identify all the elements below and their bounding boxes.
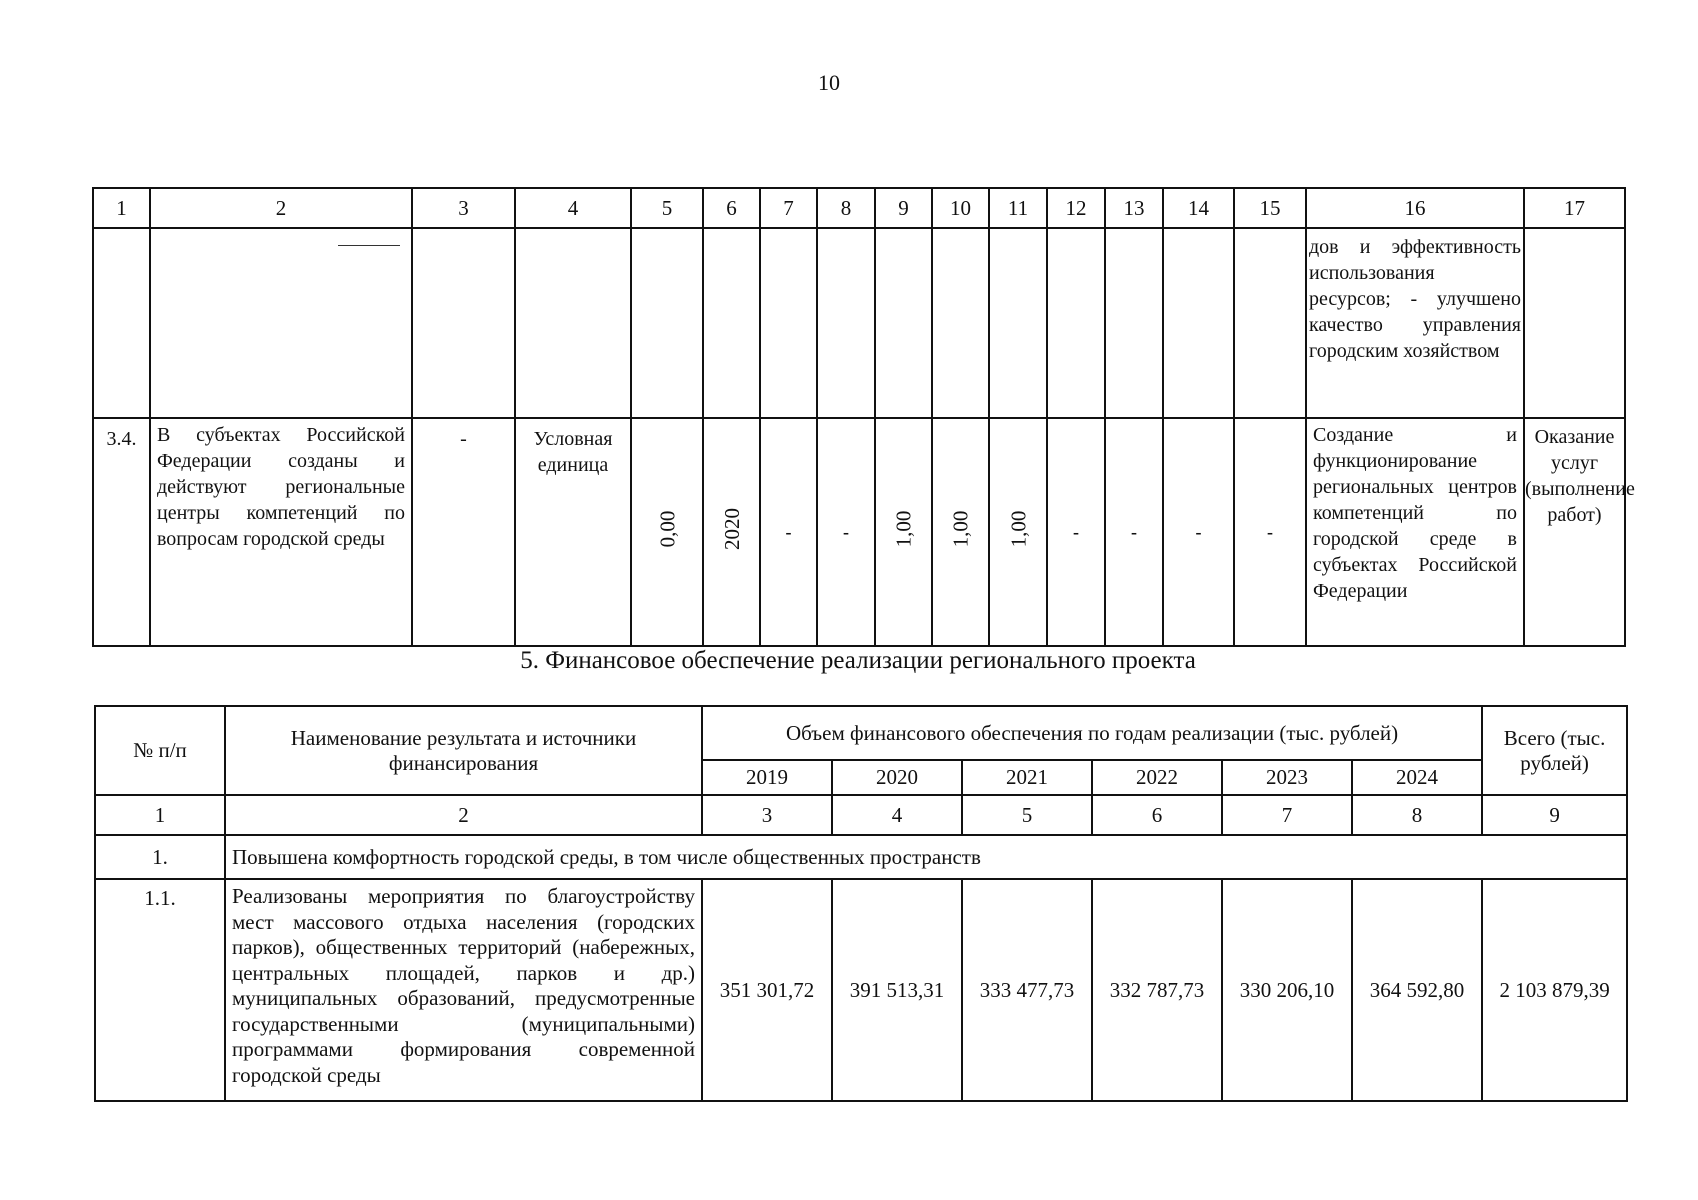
finance-table <box>94 705 1628 1102</box>
index-cell: 5 <box>962 795 1092 835</box>
index-cell: 9 <box>1482 795 1627 835</box>
finance-row-1-1 <box>95 879 1627 1101</box>
finance-header-row <box>95 706 1627 760</box>
cell-col8: - <box>817 418 875 646</box>
page-number: 10 <box>818 70 840 95</box>
value-col11: 1,00 <box>1006 510 1030 547</box>
row-number: 3.4. <box>93 418 150 646</box>
index-cell: 4 <box>832 795 962 835</box>
indicators-table <box>92 187 1635 647</box>
effect-text-continued: дов и эффективность использования ресурсов; - улучшено качество управления городским хозяйством <box>1306 228 1524 418</box>
year-header: 2022 <box>1092 760 1222 795</box>
col-header: 13 <box>1105 188 1163 228</box>
value-cell-col10 <box>932 418 989 646</box>
year-header: 2021 <box>962 760 1092 795</box>
cell-col12: - <box>1047 418 1105 646</box>
base-year: 2020 <box>719 507 744 550</box>
index-cell: 2 <box>225 795 702 835</box>
col-header: 5 <box>631 188 703 228</box>
result-name: Повышена комфортность городской среды, в том числе общественных пространств <box>225 835 1627 879</box>
table-row-3-4 <box>93 418 1625 646</box>
col-header: 3 <box>412 188 515 228</box>
cell-col14: - <box>1163 418 1234 646</box>
stray-line <box>338 245 400 246</box>
value-2023: 330 206,10 <box>1222 879 1352 1101</box>
index-cell: 7 <box>1222 795 1352 835</box>
col-header: 12 <box>1047 188 1105 228</box>
value-2019: 351 301,72 <box>702 879 832 1101</box>
value-total: 2 103 879,39 <box>1482 879 1627 1101</box>
unit-cell: Условная единица <box>515 418 631 646</box>
cell-col7: - <box>760 418 817 646</box>
col-header: 2 <box>150 188 412 228</box>
col-header-total: Всего (тыс. рублей) <box>1482 706 1627 795</box>
value-2020: 391 513,31 <box>832 879 962 1101</box>
year-header: 2023 <box>1222 760 1352 795</box>
year-header: 2024 <box>1352 760 1482 795</box>
col-header: 16 <box>1306 188 1524 228</box>
finance-index-row <box>95 795 1627 835</box>
col-header: 4 <box>515 188 631 228</box>
result-name: В субъектах Российской Федерации созданы и действуют региональные центры компетенций по вопросам городской среды <box>150 418 412 646</box>
col-header: 15 <box>1234 188 1306 228</box>
value-cell-col11 <box>989 418 1047 646</box>
year-header: 2019 <box>702 760 832 795</box>
cell-col3: - <box>412 418 515 646</box>
base-year-cell <box>703 418 760 646</box>
index-cell: 1 <box>95 795 225 835</box>
index-cell: 3 <box>702 795 832 835</box>
col-header: 6 <box>703 188 760 228</box>
col-header-num: № п/п <box>95 706 225 795</box>
value-col10: 1,00 <box>948 510 973 547</box>
year-header: 2020 <box>832 760 962 795</box>
base-value: 0,00 <box>655 510 679 547</box>
value-2022: 332 787,73 <box>1092 879 1222 1101</box>
col-header: 8 <box>817 188 875 228</box>
value-2024: 364 592,80 <box>1352 879 1482 1101</box>
col-header-name: Наименование результата и источники финансирования <box>225 706 702 795</box>
row-number: 1.1. <box>95 879 225 1101</box>
index-cell: 8 <box>1352 795 1482 835</box>
value-col9: 1,00 <box>891 510 916 547</box>
table-row-continued <box>93 228 1625 418</box>
table-header-row <box>93 188 1625 228</box>
col-header: 17 <box>1524 188 1625 228</box>
col-header-volume: Объем финансового обеспечения по годам реализации (тыс. рублей) <box>702 706 1482 760</box>
value-cell-col9 <box>875 418 932 646</box>
row-number: 1. <box>95 835 225 879</box>
cell-col15: - <box>1234 418 1306 646</box>
col-header: 7 <box>760 188 817 228</box>
col-header: 1 <box>93 188 150 228</box>
col-header: 10 <box>932 188 989 228</box>
type-text: Оказание услуг (выполнение работ) <box>1524 418 1625 646</box>
finance-row-1 <box>95 835 1627 879</box>
section-title: 5. Финансовое обеспечение реализации регионального проекта <box>520 647 1196 674</box>
result-name: Реализованы мероприятия по благоустройству мест массового отдыха населения (городских парков), общественных территорий (набережных, центральных площадей, парков и др.) муниципальных образований, предусмотренные государственными (муниципальными) программами формирования современной городской среды <box>225 879 702 1101</box>
col-header: 9 <box>875 188 932 228</box>
effect-text: Создание и функционирование региональных центров компетенций по городской среде в субъектах Российской Федерации <box>1306 418 1524 646</box>
col-header: 14 <box>1163 188 1234 228</box>
index-cell: 6 <box>1092 795 1222 835</box>
base-value-cell <box>631 418 703 646</box>
value-2021: 333 477,73 <box>962 879 1092 1101</box>
cell-col13: - <box>1105 418 1163 646</box>
col-header: 11 <box>989 188 1047 228</box>
